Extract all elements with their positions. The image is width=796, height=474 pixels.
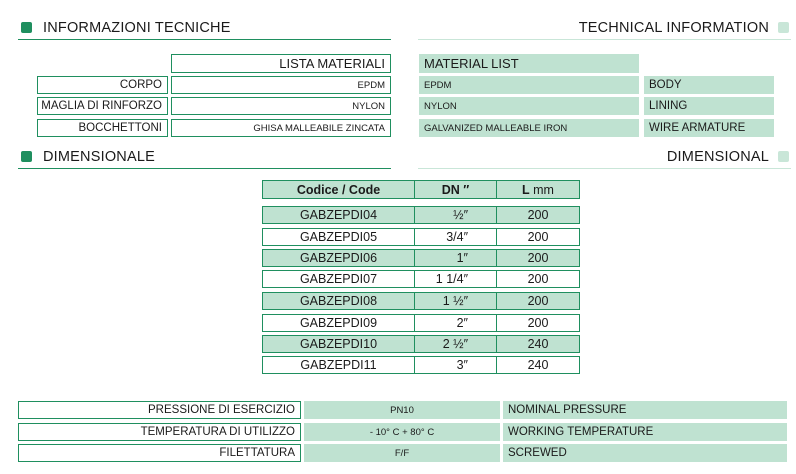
divider [418, 39, 791, 40]
table-cell-dn: 1 1/4″ [414, 270, 497, 288]
spec-value: PN10 [304, 401, 500, 419]
spec-value: - 10° C + 80° C [304, 423, 500, 441]
section-marker-icon [21, 151, 32, 162]
table-cell-dn: ½″ [414, 206, 497, 224]
table-cell-dn: 3″ [414, 356, 497, 374]
spec-label-en: SCREWED [503, 444, 787, 462]
table-cell-code: GABZEPDI06 [262, 249, 415, 267]
material-list-header-it: LISTA MATERIALI [171, 54, 391, 73]
material-label-en: WIRE ARMATURE [644, 119, 774, 137]
table-cell-dn: 2 ½″ [414, 335, 497, 353]
table-cell-code: GABZEPDI11 [262, 356, 415, 374]
spec-label-en: WORKING TEMPERATURE [503, 423, 787, 441]
table-cell-dn: 2″ [414, 314, 497, 332]
material-list-header-en: MATERIAL LIST [419, 54, 639, 73]
spec-label-it: TEMPERATURA DI UTILIZZO [18, 423, 301, 441]
material-label-it: BOCCHETTONI [37, 119, 168, 137]
table-cell-code: GABZEPDI07 [262, 270, 415, 288]
section-title-tech-en: TECHNICAL INFORMATION [578, 20, 769, 36]
spec-label-en: NOMINAL PRESSURE [503, 401, 787, 419]
section-title-tech-it: INFORMAZIONI TECNICHE [43, 20, 231, 36]
material-label-en: BODY [644, 76, 774, 94]
material-value-it: GHISA MALLEABILE ZINCATA [171, 119, 391, 137]
table-header-l-label: L [522, 182, 530, 197]
material-value-it: EPDM [171, 76, 391, 94]
table-cell-code: GABZEPDI09 [262, 314, 415, 332]
spec-label-it: PRESSIONE DI ESERCIZIO [18, 401, 301, 419]
section-marker-icon [778, 151, 789, 162]
divider [18, 39, 391, 40]
section-marker-icon [778, 22, 789, 33]
divider [18, 168, 391, 169]
table-header-code: Codice / Code [262, 180, 415, 199]
table-cell-l: 200 [496, 270, 580, 288]
section-title-dim-en: DIMENSIONAL [666, 149, 769, 165]
table-cell-code: GABZEPDI08 [262, 292, 415, 310]
table-cell-code: GABZEPDI05 [262, 228, 415, 246]
table-cell-dn: 1″ [414, 249, 497, 267]
material-value-en: GALVANIZED MALLEABLE IRON [419, 119, 639, 137]
material-value-en: EPDM [419, 76, 639, 94]
table-cell-l: 240 [496, 356, 580, 374]
table-header-l-unit: mm [533, 182, 554, 197]
divider [418, 168, 791, 169]
table-cell-code: GABZEPDI04 [262, 206, 415, 224]
table-cell-l: 200 [496, 228, 580, 246]
table-cell-code: GABZEPDI10 [262, 335, 415, 353]
table-cell-l: 240 [496, 335, 580, 353]
table-cell-l: 200 [496, 314, 580, 332]
table-cell-l: 200 [496, 206, 580, 224]
section-title-dim-it: DIMENSIONALE [43, 149, 155, 165]
table-cell-l: 200 [496, 292, 580, 310]
table-cell-dn: 1 ½″ [414, 292, 497, 310]
material-value-en: NYLON [419, 97, 639, 115]
table-cell-l: 200 [496, 249, 580, 267]
spec-value: F/F [304, 444, 500, 462]
material-value-it: NYLON [171, 97, 391, 115]
section-marker-icon [21, 22, 32, 33]
spec-label-it: FILETTATURA [18, 444, 301, 462]
material-label-it: CORPO [37, 76, 168, 94]
material-label-it: MAGLIA DI RINFORZO [37, 97, 168, 115]
table-cell-dn: 3/4″ [414, 228, 497, 246]
table-header-l [496, 180, 580, 199]
material-label-en: LINING [644, 97, 774, 115]
table-header-dn: DN ″ [414, 180, 497, 199]
